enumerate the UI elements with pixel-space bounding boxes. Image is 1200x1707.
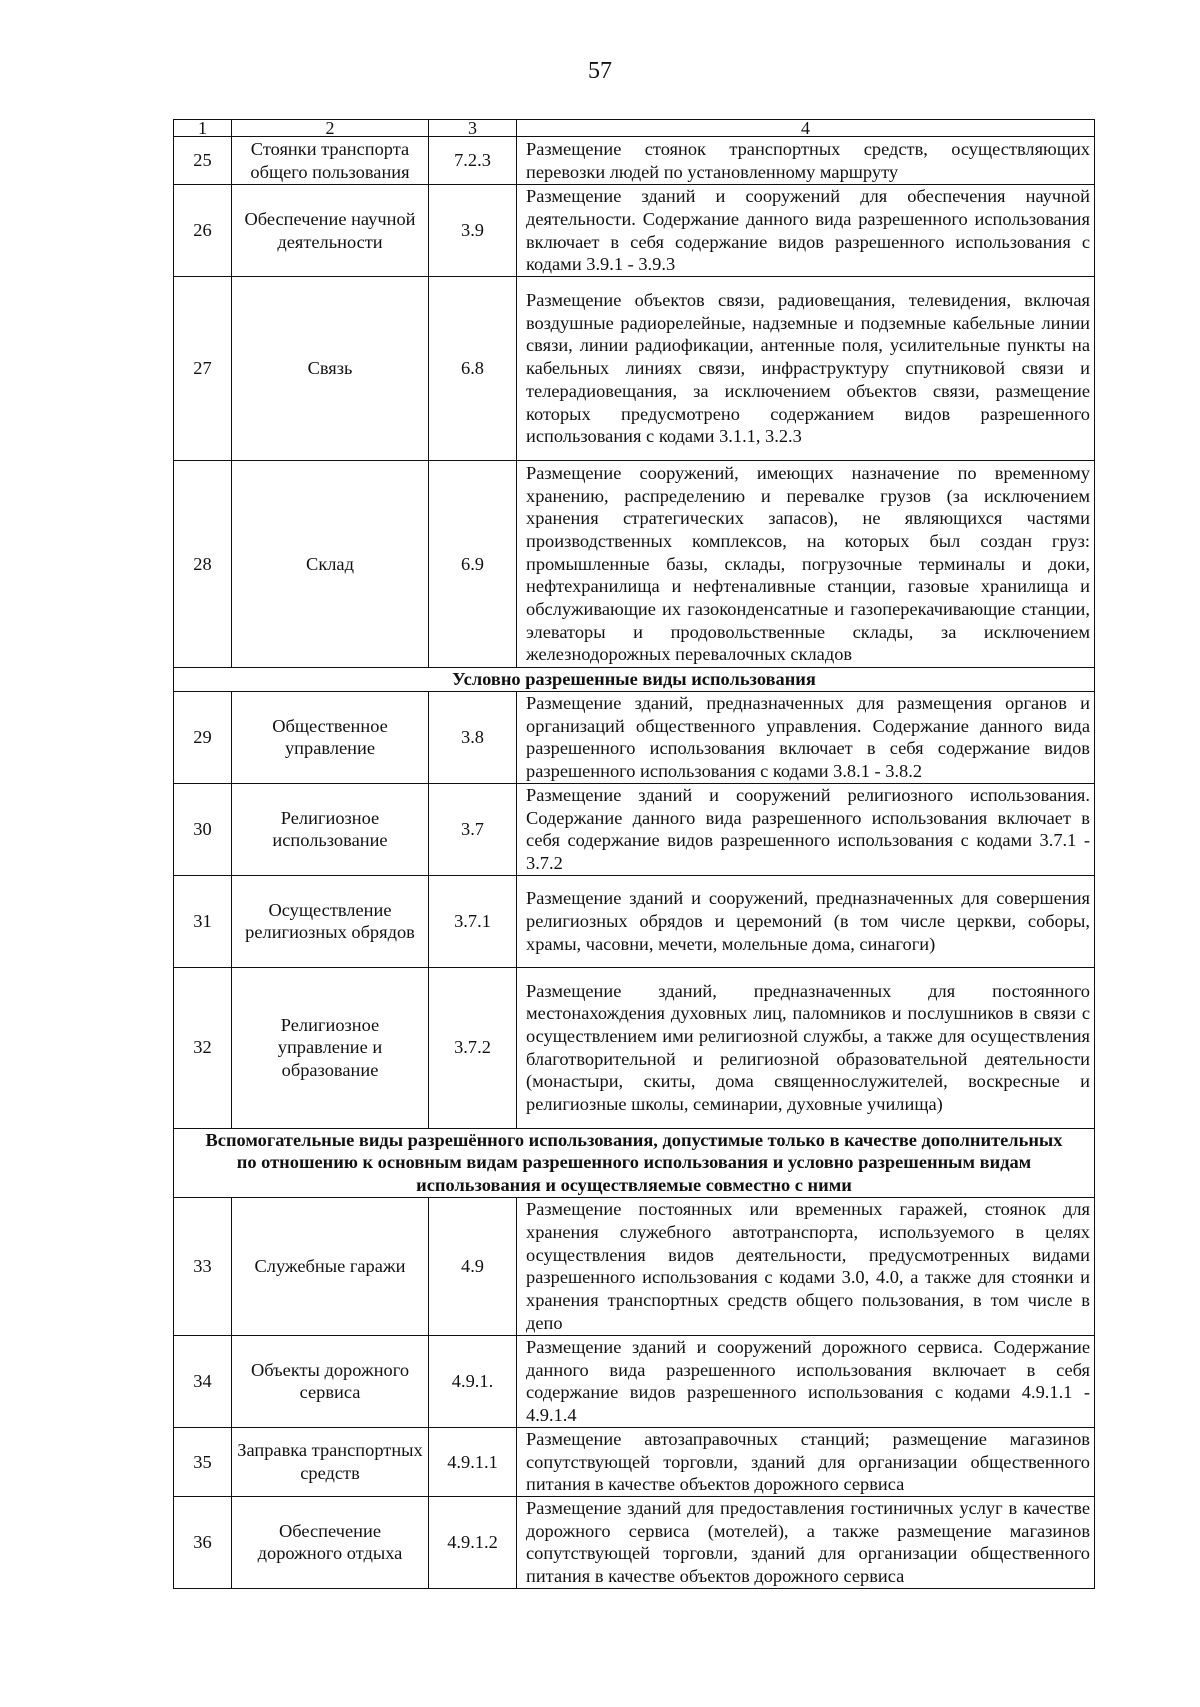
section-heading-conditional: Условно разрешенные виды использования bbox=[174, 668, 1095, 692]
use-description: Размещение зданий и сооружений для обеспечения научной деятельности. Содержание данного вида разрешенного использования включает в себя содержание видов разрешенного использования с кодами 3.9.1 - 3.9.3 bbox=[517, 185, 1095, 277]
use-code: 4.9.1.1 bbox=[429, 1427, 517, 1496]
use-description: Размещение зданий, предназначенных для постоянного местонахождения духовных лиц, паломников и послушников в связи с осуществлением ими религиозной службы, а также для осуществления благотворительной и религиозной образовательной деятельности (монастыри, скиты, дома священнослужителей, воскресные и религиозные школы, семинарии, духовные училища) bbox=[517, 967, 1095, 1128]
use-code: 4.9.1. bbox=[429, 1335, 517, 1427]
use-name: Стоянки транспорта общего пользования bbox=[232, 137, 429, 185]
table-row bbox=[174, 783, 1095, 875]
table-row bbox=[174, 1335, 1095, 1427]
header-cell: 3 bbox=[429, 120, 517, 137]
use-code: 3.7 bbox=[429, 783, 517, 875]
use-name: Связь bbox=[232, 277, 429, 461]
table-row bbox=[174, 137, 1095, 185]
table-row bbox=[174, 461, 1095, 668]
use-name: Заправка транспортных средств bbox=[232, 1427, 429, 1496]
use-description: Размещение зданий и сооружений дорожного сервиса. Содержание данного вида разрешенного использования включает в себя содержание видов разрешенного использования с кодами 4.9.1.1 - 4.9.1.4 bbox=[517, 1335, 1095, 1427]
header-cell: 1 bbox=[174, 120, 232, 137]
use-name: Служебные гаражи bbox=[232, 1197, 429, 1335]
use-name: Объекты дорожного сервиса bbox=[232, 1335, 429, 1427]
row-number: 32 bbox=[174, 967, 232, 1128]
use-name: Обеспечение научной деятельности bbox=[232, 185, 429, 277]
use-code: 6.8 bbox=[429, 277, 517, 461]
row-number: 27 bbox=[174, 277, 232, 461]
use-name: Склад bbox=[232, 461, 429, 668]
table-header-row bbox=[174, 120, 1095, 137]
use-code: 4.9 bbox=[429, 1197, 517, 1335]
row-number: 28 bbox=[174, 461, 232, 668]
table-row bbox=[174, 1427, 1095, 1496]
use-name: Религиозное управление и образование bbox=[232, 967, 429, 1128]
use-description: Размещение автозаправочных станций; размещение магазинов сопутствующей торговли, зданий для организации общественного питания в качестве объектов дорожного сервиса bbox=[517, 1427, 1095, 1496]
use-description: Размещение стоянок транспортных средств, осуществляющих перевозки людей по установленному маршруту bbox=[517, 137, 1095, 185]
use-code: 3.8 bbox=[429, 691, 517, 783]
header-cell: 2 bbox=[232, 120, 429, 137]
table-row bbox=[174, 875, 1095, 967]
row-number: 31 bbox=[174, 875, 232, 967]
header-cell: 4 bbox=[517, 120, 1095, 137]
use-code: 3.7.2 bbox=[429, 967, 517, 1128]
row-number: 36 bbox=[174, 1496, 232, 1588]
row-number: 25 bbox=[174, 137, 232, 185]
row-number: 34 bbox=[174, 1335, 232, 1427]
use-description: Размещение постоянных или временных гаражей, стоянок для хранения служебного автотранспорта, используемого в целях осуществления видов деятельности, предусмотренных видами разрешенного использования с кодами 3.0, 4.0, а также для стоянки и хранения транспортных средств общего пользования, в том числе в депо bbox=[517, 1197, 1095, 1335]
use-description: Размещение объектов связи, радиовещания, телевидения, включая воздушные радиорелейные, надземные и подземные кабельные линии связи, линии радиофикации, антенные поля, усилительные пункты на кабельных линиях связи, инфраструктуру спутниковой связи и телерадиовещания, за исключением объектов связи, размещение которых предусмотрено содержанием видов разрешенного использования с кодами 3.1.1, 3.2.3 bbox=[517, 277, 1095, 461]
use-code: 3.7.1 bbox=[429, 875, 517, 967]
use-name: Осуществление религиозных обрядов bbox=[232, 875, 429, 967]
use-description: Размещение зданий и сооружений, предназначенных для совершения религиозных обрядов и церемоний (в том числе церкви, соборы, храмы, часовни, мечети, молельные дома, синагоги) bbox=[517, 875, 1095, 967]
land-use-table bbox=[173, 119, 1095, 1589]
table-row bbox=[174, 967, 1095, 1128]
table-row bbox=[174, 1496, 1095, 1588]
use-description: Размещение сооружений, имеющих назначение по временному хранению, распределению и перевалке грузов (за исключением хранения стратегических запасов), не являющихся частями производственных комплексов, на которых был создан груз: промышленные базы, склады, погрузочные терминалы и доки, нефтехранилища и нефтеналивные станции, газовые хранилища и обслуживающие их газоконденсатные и газоперекачивающие станции, элеваторы и продовольственные склады, за исключением железнодорожных перевалочных складов bbox=[517, 461, 1095, 668]
use-description: Размещение зданий, предназначенных для размещения органов и организаций общественного управления. Содержание данного вида разрешенного использования включает в себя содержание видов разрешенного использования с кодами 3.8.1 - 3.8.2 bbox=[517, 691, 1095, 783]
row-number: 30 bbox=[174, 783, 232, 875]
use-description: Размещение зданий и сооружений религиозного использования. Содержание данного вида разрешенного использования включает в себя содержание видов разрешенного использования с кодами 3.7.1 - 3.7.2 bbox=[517, 783, 1095, 875]
table-row bbox=[174, 1197, 1095, 1335]
table-row bbox=[174, 277, 1095, 461]
section-row bbox=[174, 668, 1095, 692]
row-number: 33 bbox=[174, 1197, 232, 1335]
row-number: 35 bbox=[174, 1427, 232, 1496]
row-number: 29 bbox=[174, 691, 232, 783]
table-row bbox=[174, 691, 1095, 783]
use-name: Религиозное использование bbox=[232, 783, 429, 875]
use-code: 6.9 bbox=[429, 461, 517, 668]
use-description: Размещение зданий для предоставления гостиничных услуг в качестве дорожного сервиса (мотелей), а также размещение магазинов сопутствующей торговли, зданий для организации общественного питания в качестве объектов дорожного сервиса bbox=[517, 1496, 1095, 1588]
page-number: 57 bbox=[588, 58, 612, 84]
use-name: Общественное управление bbox=[232, 691, 429, 783]
use-code: 4.9.1.2 bbox=[429, 1496, 517, 1588]
section-row bbox=[174, 1128, 1095, 1197]
table-row bbox=[174, 185, 1095, 277]
row-number: 26 bbox=[174, 185, 232, 277]
section-heading-auxiliary: Вспомогательные виды разрешённого использования, допустимые только в качестве дополнительных по отношению к основным видам разрешенного использования и условно разрешенным видам использования и осуществляемые совместно с ними bbox=[174, 1128, 1095, 1197]
use-code: 7.2.3 bbox=[429, 137, 517, 185]
use-code: 3.9 bbox=[429, 185, 517, 277]
use-name: Обеспечение дорожного отдыха bbox=[232, 1496, 429, 1588]
